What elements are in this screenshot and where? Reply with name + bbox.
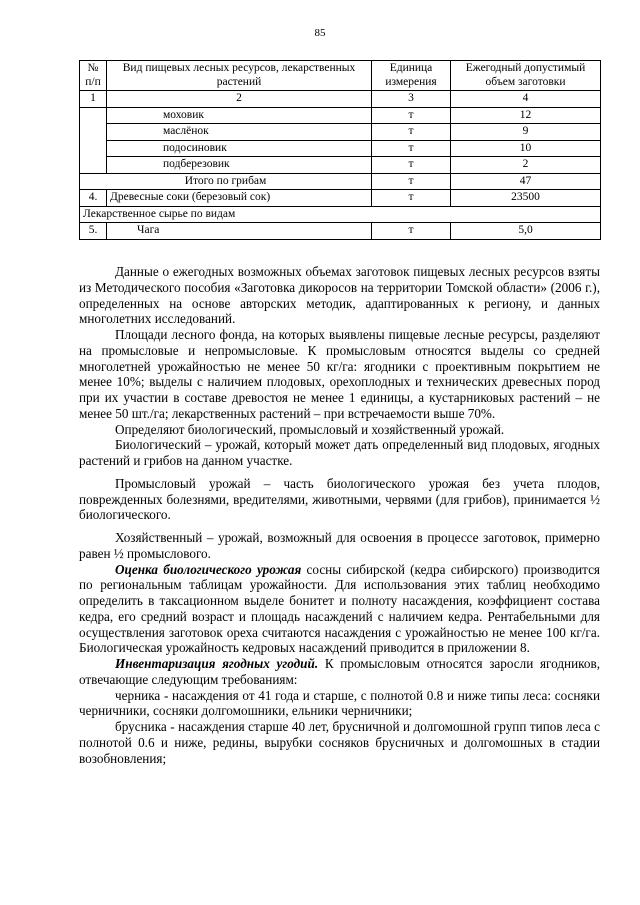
index-cell: 4 bbox=[451, 91, 601, 108]
table-row bbox=[80, 124, 601, 141]
paragraph: Определяют биологический, промысловый и хозяйственный урожай. bbox=[115, 421, 505, 437]
header-num: № п/п bbox=[80, 61, 107, 91]
header-unit: Единица измерения bbox=[372, 61, 451, 91]
table-row bbox=[80, 223, 601, 240]
paragraph: черника - насаждения от 41 года и старше, с полнотой 0.8 и ниже типы леса: сосняки черничники, сосняки долгомошники, ельники черничники; bbox=[79, 687, 600, 719]
index-cell: 2 bbox=[107, 91, 372, 108]
table-total-row bbox=[80, 173, 601, 190]
body-text bbox=[79, 264, 600, 766]
mushroom-value: 12 bbox=[451, 107, 601, 124]
emphasis-heading: Оценка биологического урожая bbox=[115, 561, 302, 577]
table-row bbox=[80, 157, 601, 174]
index-cell: 3 bbox=[372, 91, 451, 108]
total-label: Итого по грибам bbox=[80, 173, 372, 190]
emphasis-heading: Инвентаризация ягодных угодий. bbox=[115, 656, 319, 671]
mushroom-name: подберезовик bbox=[107, 157, 372, 174]
mushroom-unit: т bbox=[372, 107, 451, 124]
chaga-value: 5,0 bbox=[451, 223, 601, 240]
chaga-num: 5. bbox=[80, 223, 107, 240]
table-row bbox=[80, 140, 601, 157]
paragraph: Промысловый урожай – часть биологического урожая без учета плодов, поврежденных болезнями, вредителями, животными, червями (для грибов), принимается ½ биологического. bbox=[79, 475, 600, 523]
header-volume: Ежегодный допустимый объем заготовки bbox=[451, 61, 601, 91]
paragraph bbox=[79, 562, 600, 657]
paragraph-text: сосны сибирской (кедра сибирского) производится по региональным таблицам урожайности. Для использования этих таблиц необходимо определить в таксационном выделе бонитет и полноту насаждения, коэффициент состава кедра, его средний возраст и площадь насаждений с наличием кедра. Рентабельными для осуществления заготовок ореха считаются насаждения с урожайностью не менее 100 кг/га. Биологическая урожайность кедровых насаждений приводится в приложении 8. bbox=[79, 561, 601, 656]
mushroom-value: 2 bbox=[451, 157, 601, 174]
chaga-name: Чага bbox=[107, 223, 372, 240]
sap-name: Древесные соки (березовый сок) bbox=[107, 190, 372, 207]
mushroom-name: подосиновик bbox=[107, 140, 372, 157]
mushroom-value: 9 bbox=[451, 124, 601, 141]
resources-table bbox=[79, 60, 601, 240]
paragraph: Биологический – урожай, который может дать определенный вид плодовых, ягодных растений и грибов на данном участке. bbox=[79, 437, 600, 468]
paragraph: Хозяйственный – урожай, возможный для освоения в процессе заготовок, примерно равен ½ промыслового. bbox=[79, 530, 600, 561]
sap-value: 23500 bbox=[451, 190, 601, 207]
mushroom-value: 10 bbox=[451, 140, 601, 157]
section-label: Лекарственное сырье по видам bbox=[80, 206, 601, 223]
sap-unit: т bbox=[372, 190, 451, 207]
table-row bbox=[80, 107, 601, 124]
mushroom-unit: т bbox=[372, 157, 451, 174]
table-index-row bbox=[80, 91, 601, 108]
total-value: 47 bbox=[451, 173, 601, 190]
table-row bbox=[80, 190, 601, 207]
page-number: 85 bbox=[314, 27, 326, 39]
paragraph: брусника - насаждения старше 40 лет, брусничной и долгомошной групп типов леса с полнотой 0.6 и ниже, редины, вырубки сосняков брусничных и долгомошных в стадии возобновления; bbox=[79, 719, 600, 766]
table-section-row bbox=[80, 206, 601, 223]
chaga-unit: т bbox=[372, 223, 451, 240]
mushroom-unit: т bbox=[372, 124, 451, 141]
mushroom-unit: т bbox=[372, 140, 451, 157]
index-cell: 1 bbox=[80, 91, 107, 108]
mushroom-name: моховик bbox=[107, 107, 372, 124]
paragraph: Площади лесного фонда, на которых выявлены пищевые лесные ресурсы, разделяют на промысловые и непромысловые. К промысловым относятся выделы со средней многолетней урожайностью не менее 50 кг/га: ягодники с проективным покрытием не менее 10%; выделы с наличием плодовых, орехоплодных и технических древесных пород при их участии в составе древостоя не менее 1 единицы, а кустарниковых растений – не менее 50 шт./га; лекарственных растений – при встречаемости выше 70%. bbox=[79, 327, 600, 421]
paragraph-text: К промысловым относятся заросли ягодников, отвечающие следующим требованиям: bbox=[79, 656, 600, 687]
paragraph bbox=[79, 656, 600, 688]
sap-num: 4. bbox=[80, 190, 107, 207]
table-header-row bbox=[80, 61, 601, 91]
total-unit: т bbox=[372, 173, 451, 190]
paragraph: Данные о ежегодных возможных объемах заготовок пищевых лесных ресурсов взяты из Методического пособия «Заготовка дикоросов на территории Томской области» (2006 г.), определенных на основе авторских методик, адаптированных к региону, и данных многолетних исследований. bbox=[79, 264, 600, 327]
empty-num-cell bbox=[80, 107, 107, 173]
mushroom-name: маслёнок bbox=[107, 124, 372, 141]
header-name: Вид пищевых лесных ресурсов, лекарственных растений bbox=[107, 61, 372, 91]
